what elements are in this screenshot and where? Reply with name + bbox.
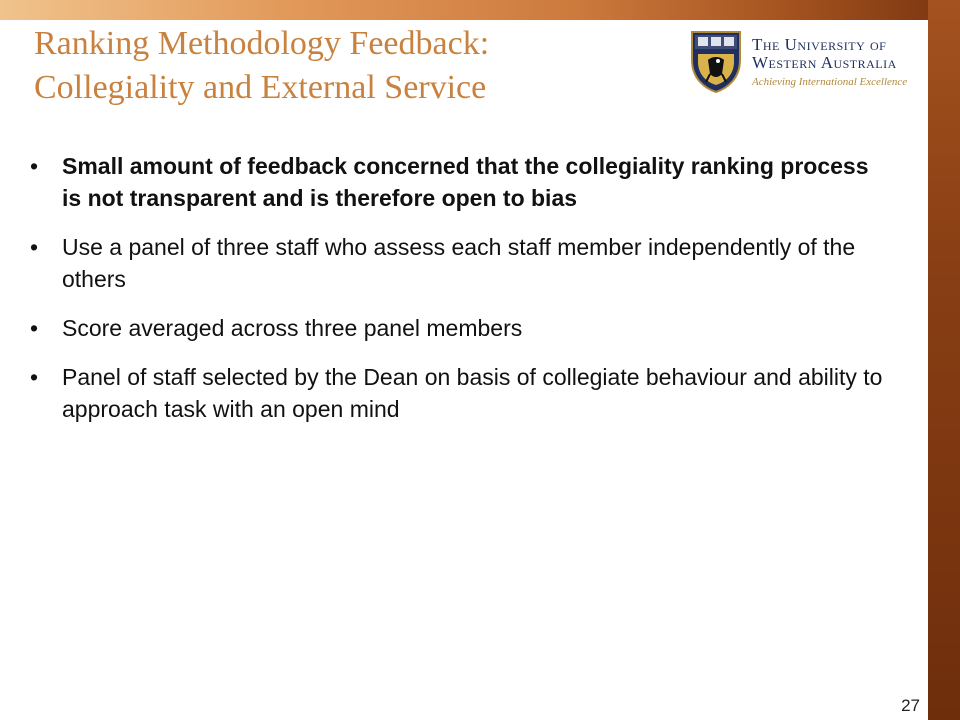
bullet-marker: • xyxy=(30,364,39,390)
bullet-marker: • xyxy=(30,234,39,260)
bullet-text-1: Small amount of feedback concerned that the collegiality ranking process is not transparent and is therefore open to bias xyxy=(62,153,869,211)
bullet-text-3: Score averaged across three panel members xyxy=(62,315,523,341)
bullet-text-4: Panel of staff selected by the Dean on basis of collegiate behaviour and ability to approach task with an open mind xyxy=(62,364,883,422)
university-crest-icon xyxy=(690,30,742,94)
slide-frame-top xyxy=(0,0,960,20)
bullet-item-1 xyxy=(30,150,890,214)
page-number: 27 xyxy=(901,696,920,715)
bullet-item-4 xyxy=(30,361,890,425)
bullet-item-3 xyxy=(30,312,890,344)
university-wordmark xyxy=(752,36,912,89)
bullet-marker: • xyxy=(30,153,39,179)
university-motto: Achieving International Excellence xyxy=(752,76,908,88)
slide-title-line1: Ranking Methodology Feedback: xyxy=(34,25,490,62)
slide-title-line2: Collegiality and External Service xyxy=(34,69,487,106)
slide-title xyxy=(34,22,674,110)
bullet-marker: • xyxy=(30,315,39,341)
university-name-line2: Western Australia xyxy=(752,53,897,72)
bullet-list xyxy=(30,150,890,442)
slide-frame-right xyxy=(928,0,960,720)
university-name-line1: The University of xyxy=(752,35,887,54)
university-logo xyxy=(690,30,910,100)
bullet-item-2 xyxy=(30,231,890,295)
bullet-text-2: Use a panel of three staff who assess each staff member independently of the others xyxy=(62,234,856,292)
